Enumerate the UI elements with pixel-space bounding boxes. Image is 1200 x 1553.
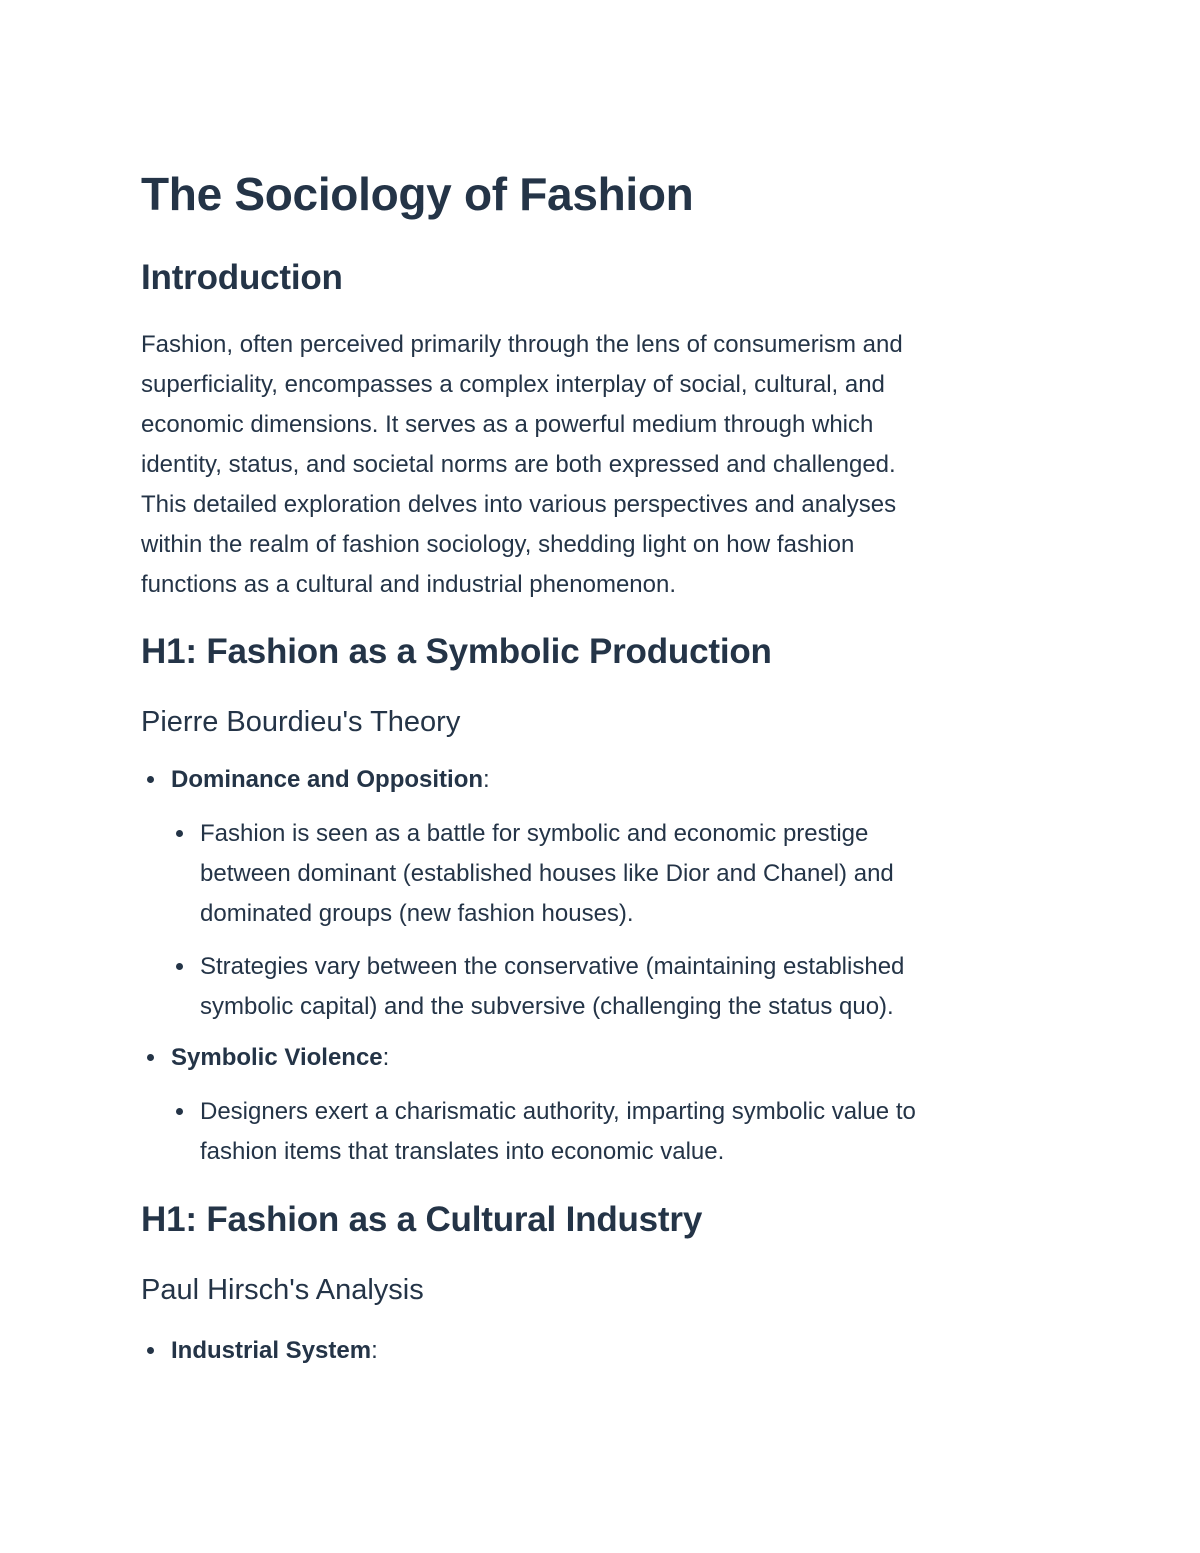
paragraph-line: This detailed exploration delves into various perspectives and analyses	[141, 491, 897, 518]
paragraph-line: economic dimensions. It serves as a powerful medium through which	[141, 411, 874, 438]
list-item-line: symbolic capital) and the subversive (challenging the status quo).	[200, 993, 894, 1020]
list-item	[171, 1331, 378, 1371]
list-item-label: Industrial System	[171, 1337, 372, 1364]
bullet-dot-icon	[147, 776, 154, 783]
introduction-heading: Introduction	[141, 258, 343, 297]
list-item-line: fashion items that translates into economic value.	[200, 1138, 725, 1165]
list-item	[171, 1038, 389, 1078]
paragraph-line: superficiality, encompasses a complex interplay of social, cultural, and	[141, 371, 885, 398]
bullet-dot-icon	[147, 1054, 154, 1061]
introduction-paragraph	[141, 325, 1041, 605]
list-item-line: Designers exert a charismatic authority, imparting symbolic value to	[200, 1098, 916, 1125]
list-item-suffix: :	[382, 1044, 390, 1071]
bullet-dot-icon	[176, 1108, 183, 1115]
bullet-dot-icon	[147, 1347, 154, 1354]
list-item-label: Symbolic Violence	[171, 1044, 383, 1071]
list-item-line: Fashion is seen as a battle for symbolic and economic prestige	[200, 820, 869, 847]
list-item	[200, 1092, 916, 1172]
section-heading-symbolic-production: H1: Fashion as a Symbolic Production	[141, 632, 772, 671]
paragraph-line: Fashion, often perceived primarily through the lens of consumerism and	[141, 331, 903, 358]
list-item-line: Strategies vary between the conservative (maintaining established	[200, 953, 905, 980]
section-heading-cultural-industry: H1: Fashion as a Cultural Industry	[141, 1200, 703, 1239]
list-item	[171, 760, 490, 800]
paragraph-line: within the realm of fashion sociology, shedding light on how fashion	[141, 531, 855, 558]
list-item	[200, 947, 904, 1027]
document-title: The Sociology of Fashion	[141, 168, 694, 220]
paragraph-line: functions as a cultural and industrial phenomenon.	[141, 571, 677, 598]
bullet-dot-icon	[176, 963, 183, 970]
subheading-hirsch: Paul Hirsch's Analysis	[141, 1274, 424, 1306]
subheading-bourdieu: Pierre Bourdieu's Theory	[141, 706, 461, 738]
list-item-suffix: :	[483, 766, 490, 793]
paragraph-line: identity, status, and societal norms are both expressed and challenged.	[141, 451, 896, 478]
list-item-line: between dominant (established houses like Dior and Chanel) and	[200, 860, 894, 887]
list-item-line: dominated groups (new fashion houses).	[200, 900, 634, 927]
bullet-dot-icon	[176, 830, 183, 837]
list-item	[200, 814, 894, 934]
list-item-suffix: :	[371, 1337, 378, 1364]
list-item-label: Dominance and Opposition	[171, 766, 484, 793]
